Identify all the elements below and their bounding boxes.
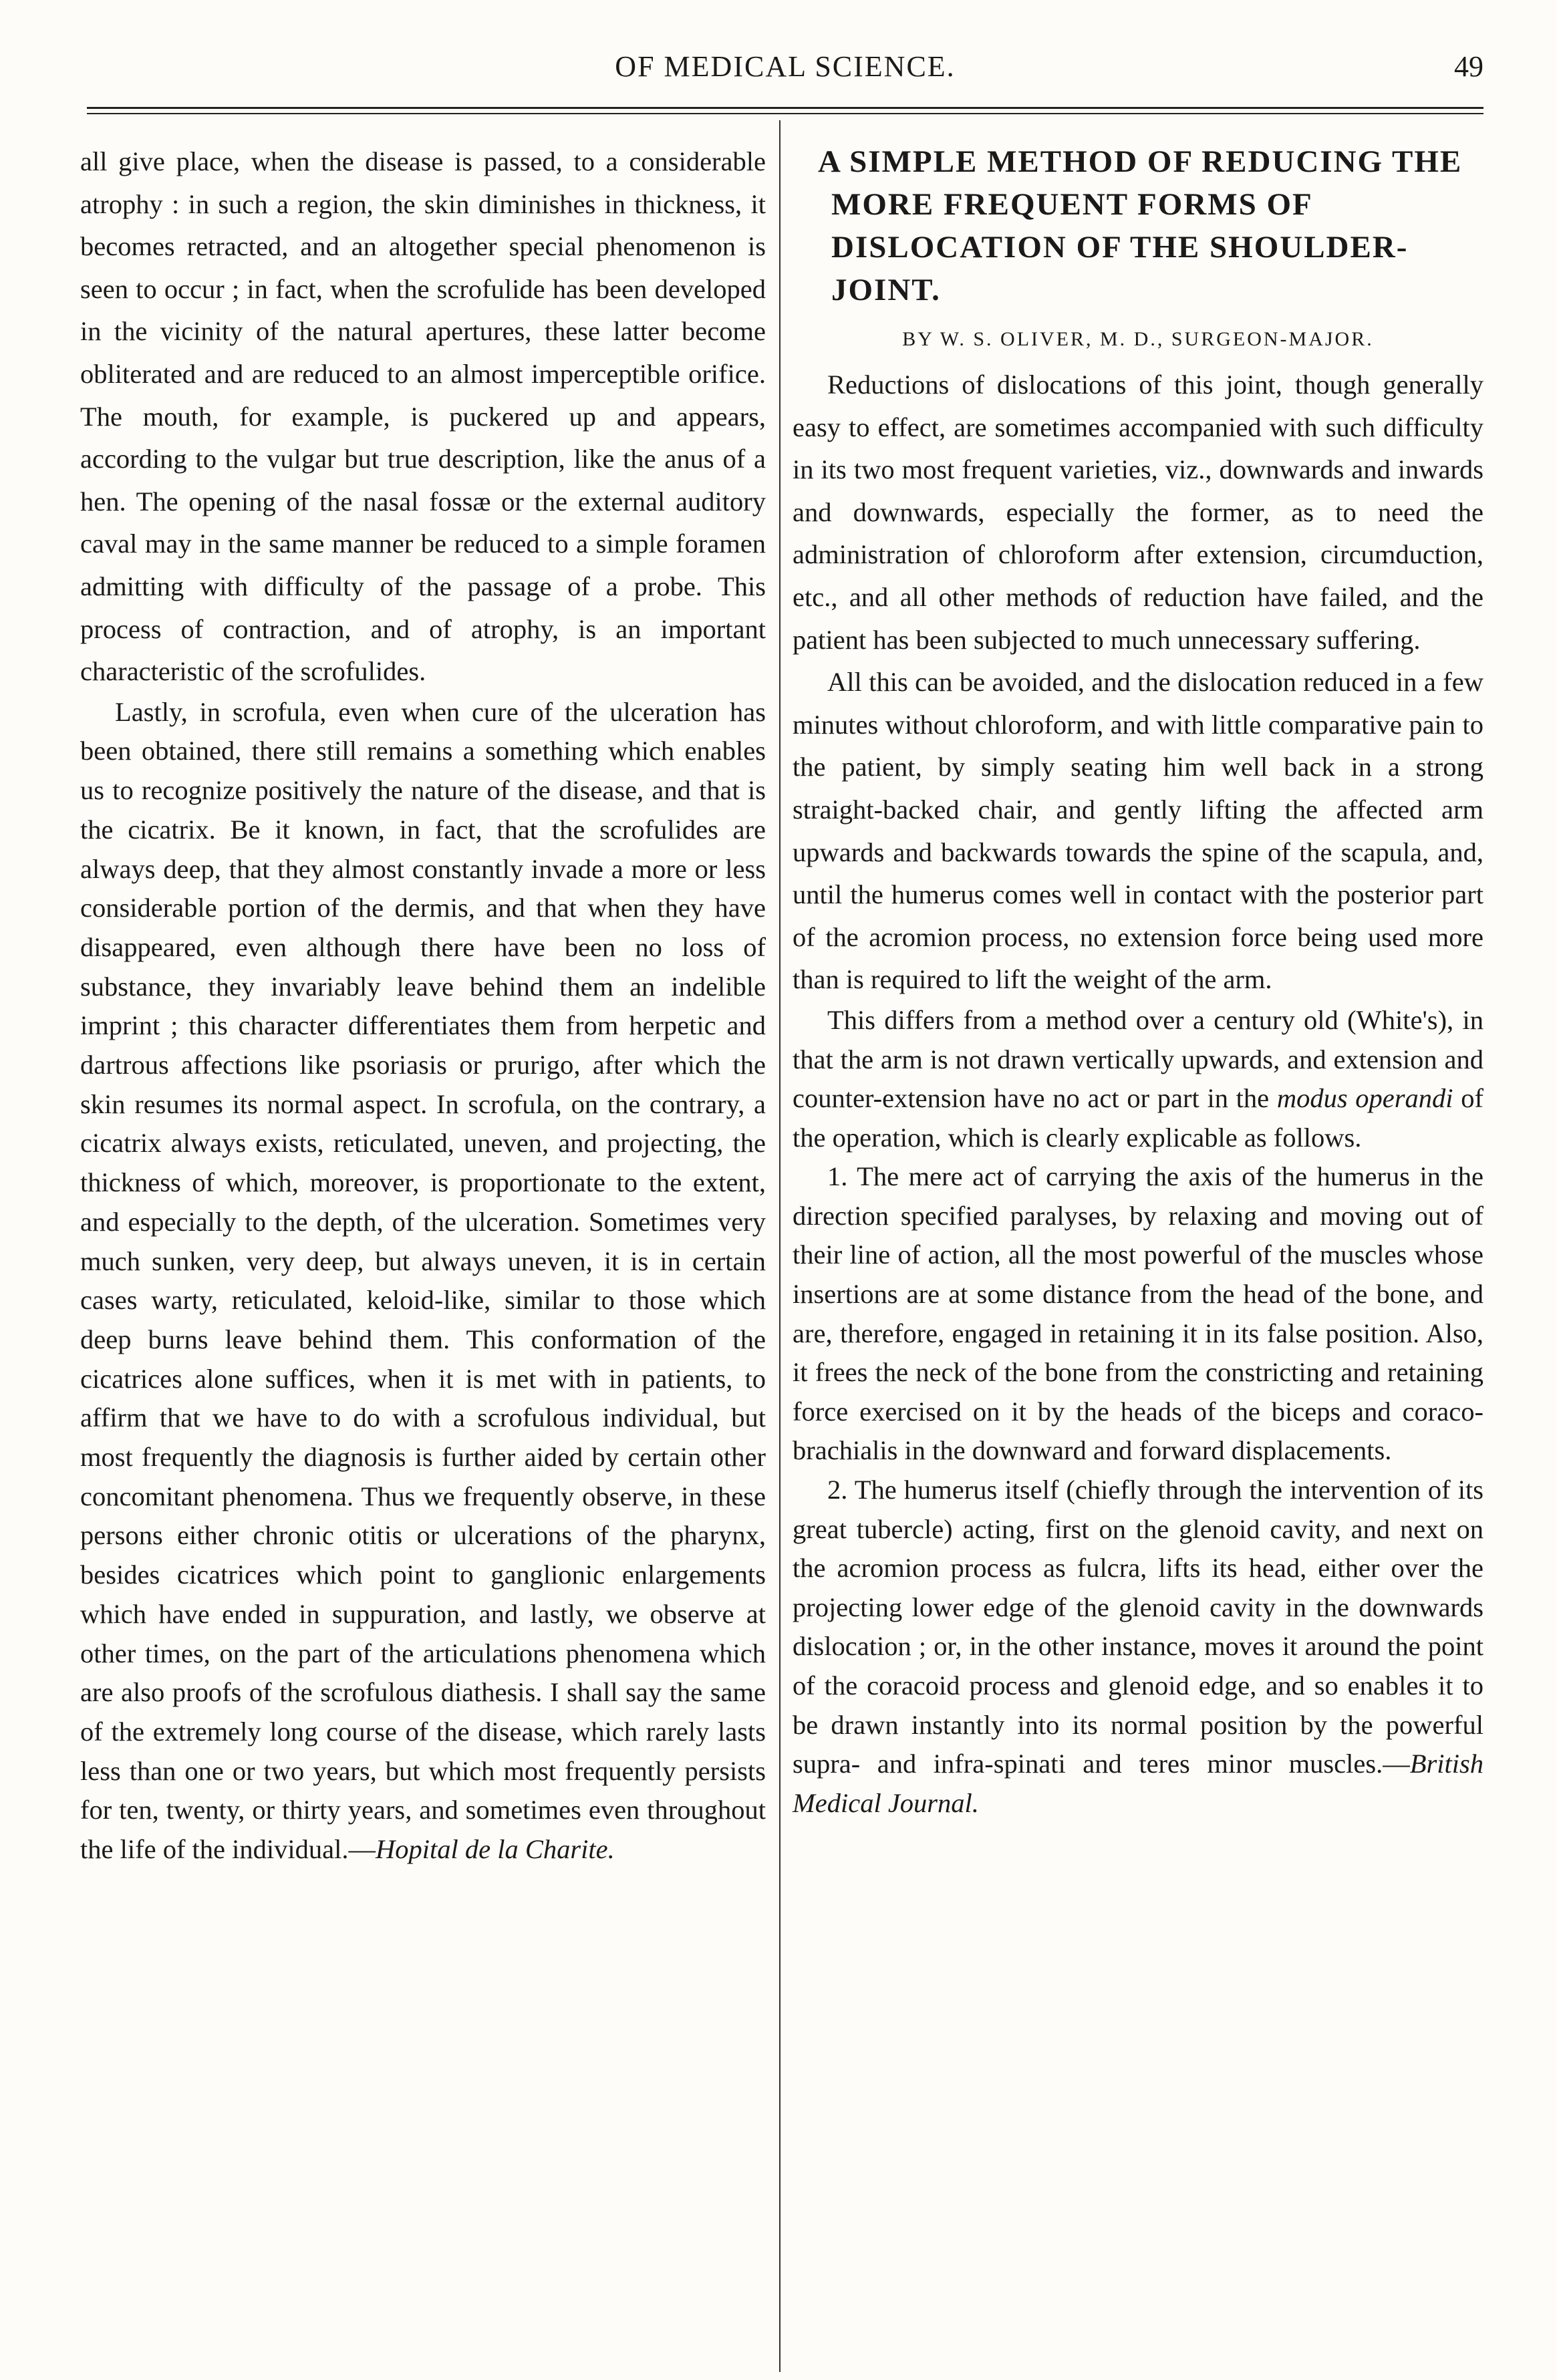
running-head: OF MEDICAL SCIENCE. bbox=[615, 50, 956, 83]
header-rule-thin bbox=[87, 113, 1483, 114]
source-citation: Hopital de la Charite. bbox=[376, 1834, 615, 1865]
paragraph bbox=[793, 1471, 1483, 1823]
paragraph bbox=[793, 1001, 1483, 1157]
header-rule bbox=[87, 107, 1483, 109]
page-number: 49 bbox=[1454, 50, 1483, 83]
paragraph bbox=[80, 693, 766, 1870]
paragraph: 1. The mere act of carrying the axis of the humerus in the direction specified paralyses, by relaxing and moving out of their line of action, all the most powerful of the muscles whose insertions are at some distance from the head of the bone, and are, therefore, engaged in retaining it in its false position. Also, it frees the neck of the bone from the constricting and retaining force exercised on it by the heads of the biceps and coraco-brachialis in the downward and forward displacements. bbox=[793, 1161, 1483, 1466]
article-title: A SIMPLE METHOD OF REDUCING THE MORE FREQUENT FORMS OF DISLOCATION OF THE SHOULDER-JOINT. bbox=[818, 144, 1463, 307]
latin-term: modus operandi bbox=[1276, 1083, 1453, 1114]
page-header bbox=[87, 47, 1483, 100]
paragraph-text: of the operation, which is clearly explicable as follows. bbox=[793, 1083, 1484, 1153]
column-divider bbox=[779, 120, 781, 2372]
source-citation: British Medical Journal. bbox=[793, 1749, 1483, 1818]
paragraph: Reductions of dislocations of this joint, though generally easy to effect, are sometimes accompanied with such difficulty in its two most frequent varieties, viz., downwards and inwards and downwards, especially the former, as to need the administration of chloroform after extension, circumduction, etc., and all other methods of reduction have failed, and the patient has been subjected to much unnecessary suffering. bbox=[793, 369, 1483, 655]
right-column bbox=[793, 140, 1483, 1823]
paragraph: all give place, when the disease is passed, to a considerable atrophy : in such a region, the skin diminishes in thickness, it becomes retracted, and an altogether special phenomenon is seen to occur ; in fact, when the scrofulide has been developed in the vicinity of the natural apertures, these latter become obliterated and are reduced to an almost imperceptible orifice. The mouth, for example, is puckered up and appears, according to the vulgar but true description, like the anus of a hen. The opening of the nasal fossæ or the external auditory caval may in the same manner be reduced to a simple foramen admitting with difficulty of the passage of a probe. This process of contraction, and of atrophy, is an important characteristic of the scrofulides. bbox=[80, 146, 766, 687]
paragraph-text: This differs from a method over a century old (White's), in that the arm is not drawn vertically upwards, and extension and counter-extension have no act or part in the bbox=[793, 1004, 1483, 1114]
article-byline: BY W. S. OLIVER, M. D., SURGEON-MAJOR. bbox=[902, 328, 1374, 350]
paragraph-text: Lastly, in scrofula, even when cure of the ulceration has been obtained, there still remains a something which enables us to recognize positively the nature of the disease, and that is the cicatrix. Be it known, in fact, that the scrofulides are always deep, that they almost constantly invade a more or less considerable portion of the dermis, and that when they have disappeared, even although there have been no loss of substance, they invariably leave behind them an indelible imprint ; this character differentiates them from herpetic and dartrous affections like psoriasis or prurigo, after which the skin resumes its normal aspect. In scrofula, on the contrary, a cicatrix always exists, reticulated, uneven, and projecting, the thickness of which, moreover, is proportionate to the extent, and especially to the depth, of the ulceration. Sometimes very much sunken, very deep, but always uneven, it is in certain cases warty, reticulated, keloid-like, similar to those which deep burns leave behind them. This conformation of the cicatrices alone suffices, when it is met with in patients, to affirm that we have to do with a scrofulous individual, but most frequently the diagnosis is further aided by certain other concomitant phenomena. Thus we frequently observe, in these persons either chronic otitis or ulcerations of the pharynx, besides cicatrices which point to ganglionic enlargements which have ended in suppuration, and lastly, we observe at other times, on the part of the articulations phenomena which are also proofs of the scrofulous diathesis. I shall say the same of the extremely long course of the disease, which rarely lasts less than one or two years, but which most frequently persists for ten, twenty, or thirty years, and sometimes even throughout the life of the individual.— bbox=[80, 696, 766, 1865]
paragraph-text: 2. The humerus itself (chiefly through the intervention of its great tubercle) acting, first on the glenoid cavity, and next on the acromion process as fulcra, lifts its head, either over the projecting lower edge of the glenoid cavity in the downwards dislocation ; or, in the other instance, moves it around the point of the coracoid process and glenoid edge, and so enables it to be drawn instantly into its normal position by the powerful supra- and infra-spinati and teres minor muscles.— bbox=[793, 1475, 1483, 1779]
paragraph: All this can be avoided, and the dislocation reduced in a few minutes without chloroform, and with little comparative pain to the patient, by simply seating him well back in a strong straight-backed chair, and gently lifting the affected arm upwards and backwards towards the spine of the scapula, and, until the humerus comes well in contact with the posterior part of the acromion process, no extension force being used more than is required to lift the weight of the arm. bbox=[793, 667, 1483, 995]
left-column bbox=[80, 140, 766, 1870]
